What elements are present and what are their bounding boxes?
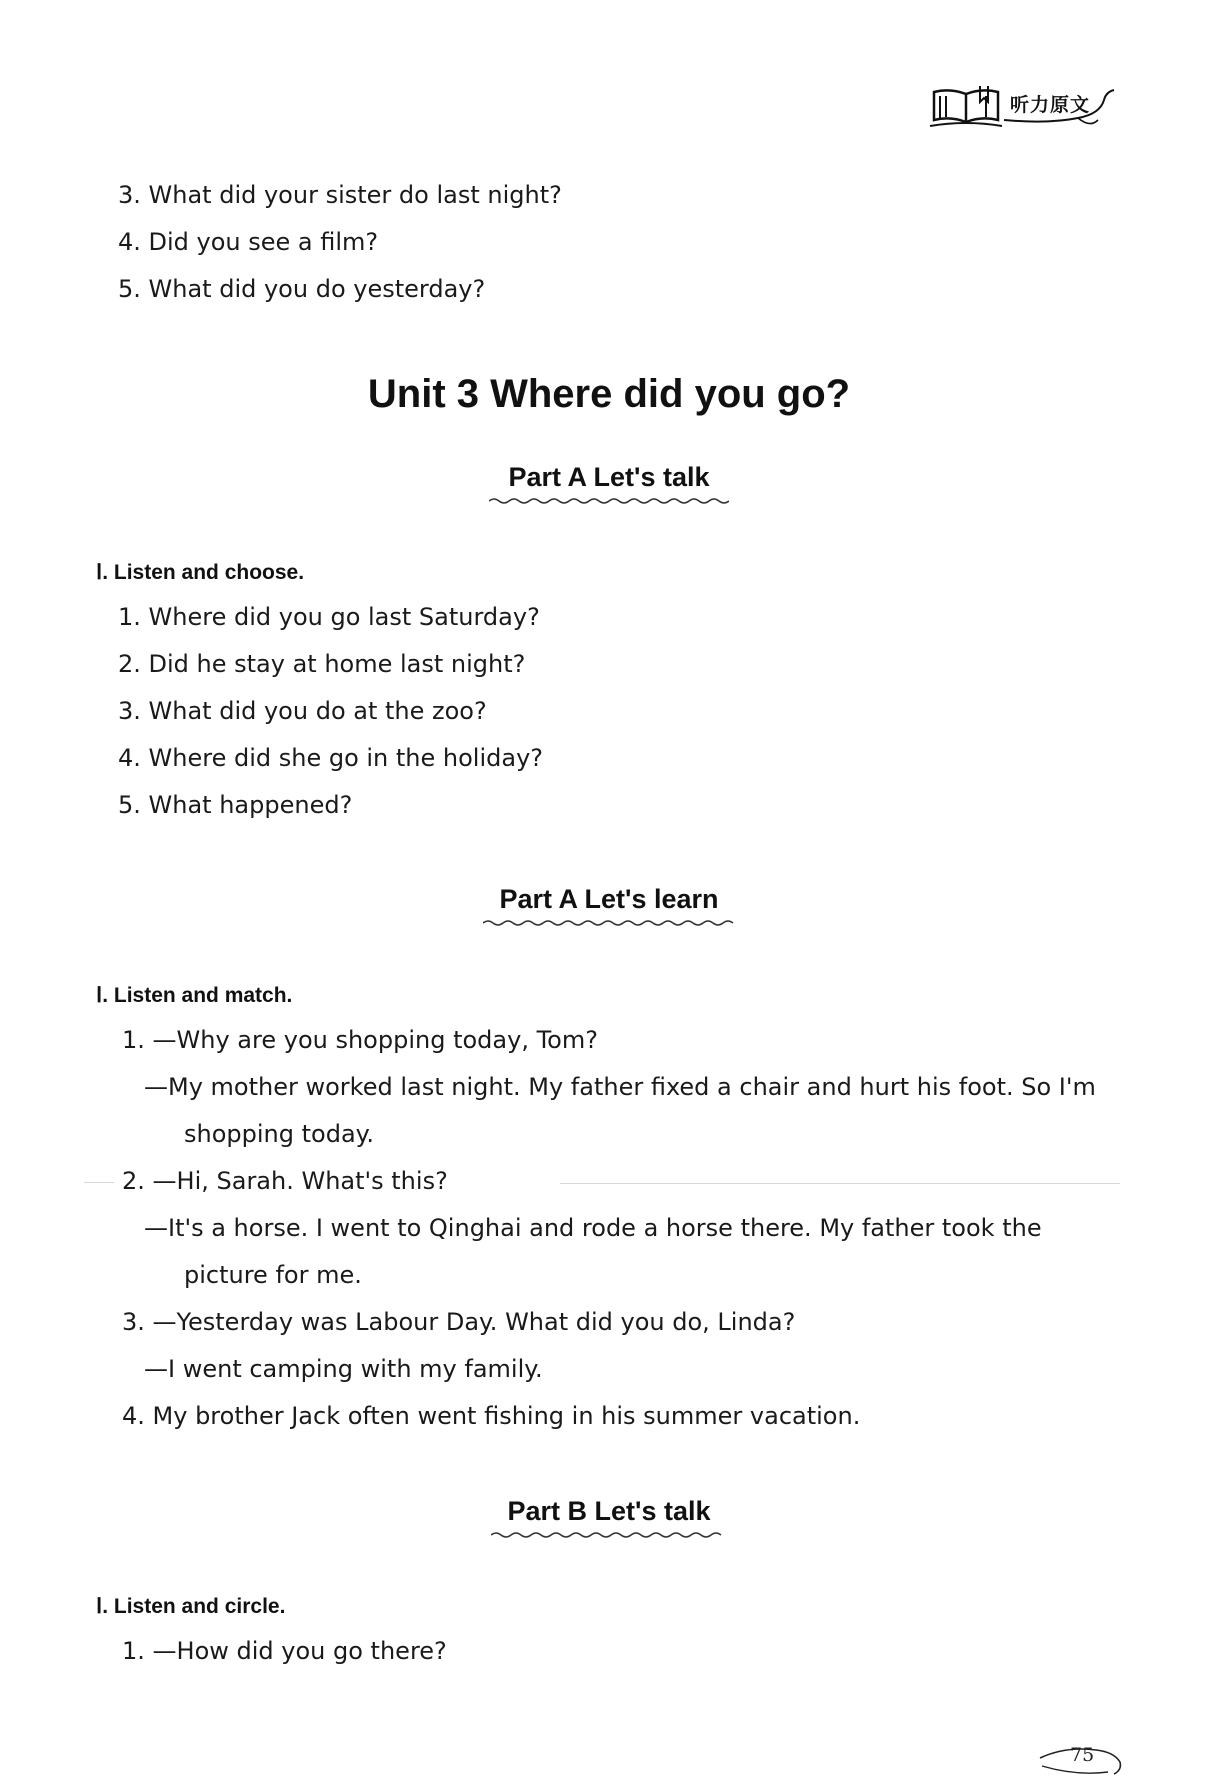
top-question: 4. Did you see a film? (118, 228, 379, 256)
section-instruction: Ⅰ. Listen and choose. (96, 561, 305, 584)
page-number-badge (1036, 1736, 1146, 1780)
list-item: 4. Where did she go in the holiday? (118, 744, 544, 772)
list-item: 1. —How did you go there? (122, 1637, 447, 1665)
section-heading (0, 1496, 1218, 1539)
page-number: 75 (1070, 1744, 1095, 1766)
wavy-underline (491, 1531, 727, 1539)
list-item: 3. —Yesterday was Labour Day. What did you do, Linda? (122, 1308, 796, 1336)
section-instruction: Ⅰ. Listen and match. (96, 984, 293, 1007)
list-item: 2. —Hi, Sarah. What's this? (122, 1167, 448, 1195)
section-heading-text: Part A Let's talk (508, 462, 710, 492)
list-item: 5. What happened? (118, 791, 353, 819)
faint-rule (560, 1183, 1120, 1184)
wavy-underline (489, 497, 729, 505)
header-badge (928, 80, 1128, 140)
top-question: 5. What did you do yesterday? (118, 275, 486, 303)
section-heading-text: Part A Let's learn (499, 884, 719, 914)
list-item: shopping today. (184, 1120, 375, 1148)
list-item: picture for me. (184, 1261, 362, 1289)
list-item: 3. What did you do at the zoo? (118, 697, 487, 725)
list-item: 2. Did he stay at home last night? (118, 650, 526, 678)
list-item: —My mother worked last night. My father fixed a chair and hurt his foot. So I'm (144, 1073, 1096, 1101)
header-label: 听力原文 (1010, 94, 1091, 116)
list-item: —I went camping with my family. (144, 1355, 543, 1383)
unit-title: Unit 3 Where did you go? (367, 372, 851, 416)
section-instruction: Ⅰ. Listen and circle. (96, 1595, 286, 1618)
top-question: 3. What did your sister do last night? (118, 181, 562, 209)
wavy-underline (483, 919, 735, 927)
list-item: 1. —Why are you shopping today, Tom? (122, 1026, 598, 1054)
section-heading (0, 462, 1218, 505)
section-heading (0, 884, 1218, 927)
list-item: 4. My brother Jack often went fishing in his summer vacation. (122, 1402, 861, 1430)
faint-rule (84, 1182, 114, 1183)
section-heading-text: Part B Let's talk (507, 1496, 711, 1526)
list-item: 1. Where did you go last Saturday? (118, 603, 540, 631)
list-item: —It's a horse. I went to Qinghai and rode a horse there. My father took the (144, 1214, 1042, 1242)
